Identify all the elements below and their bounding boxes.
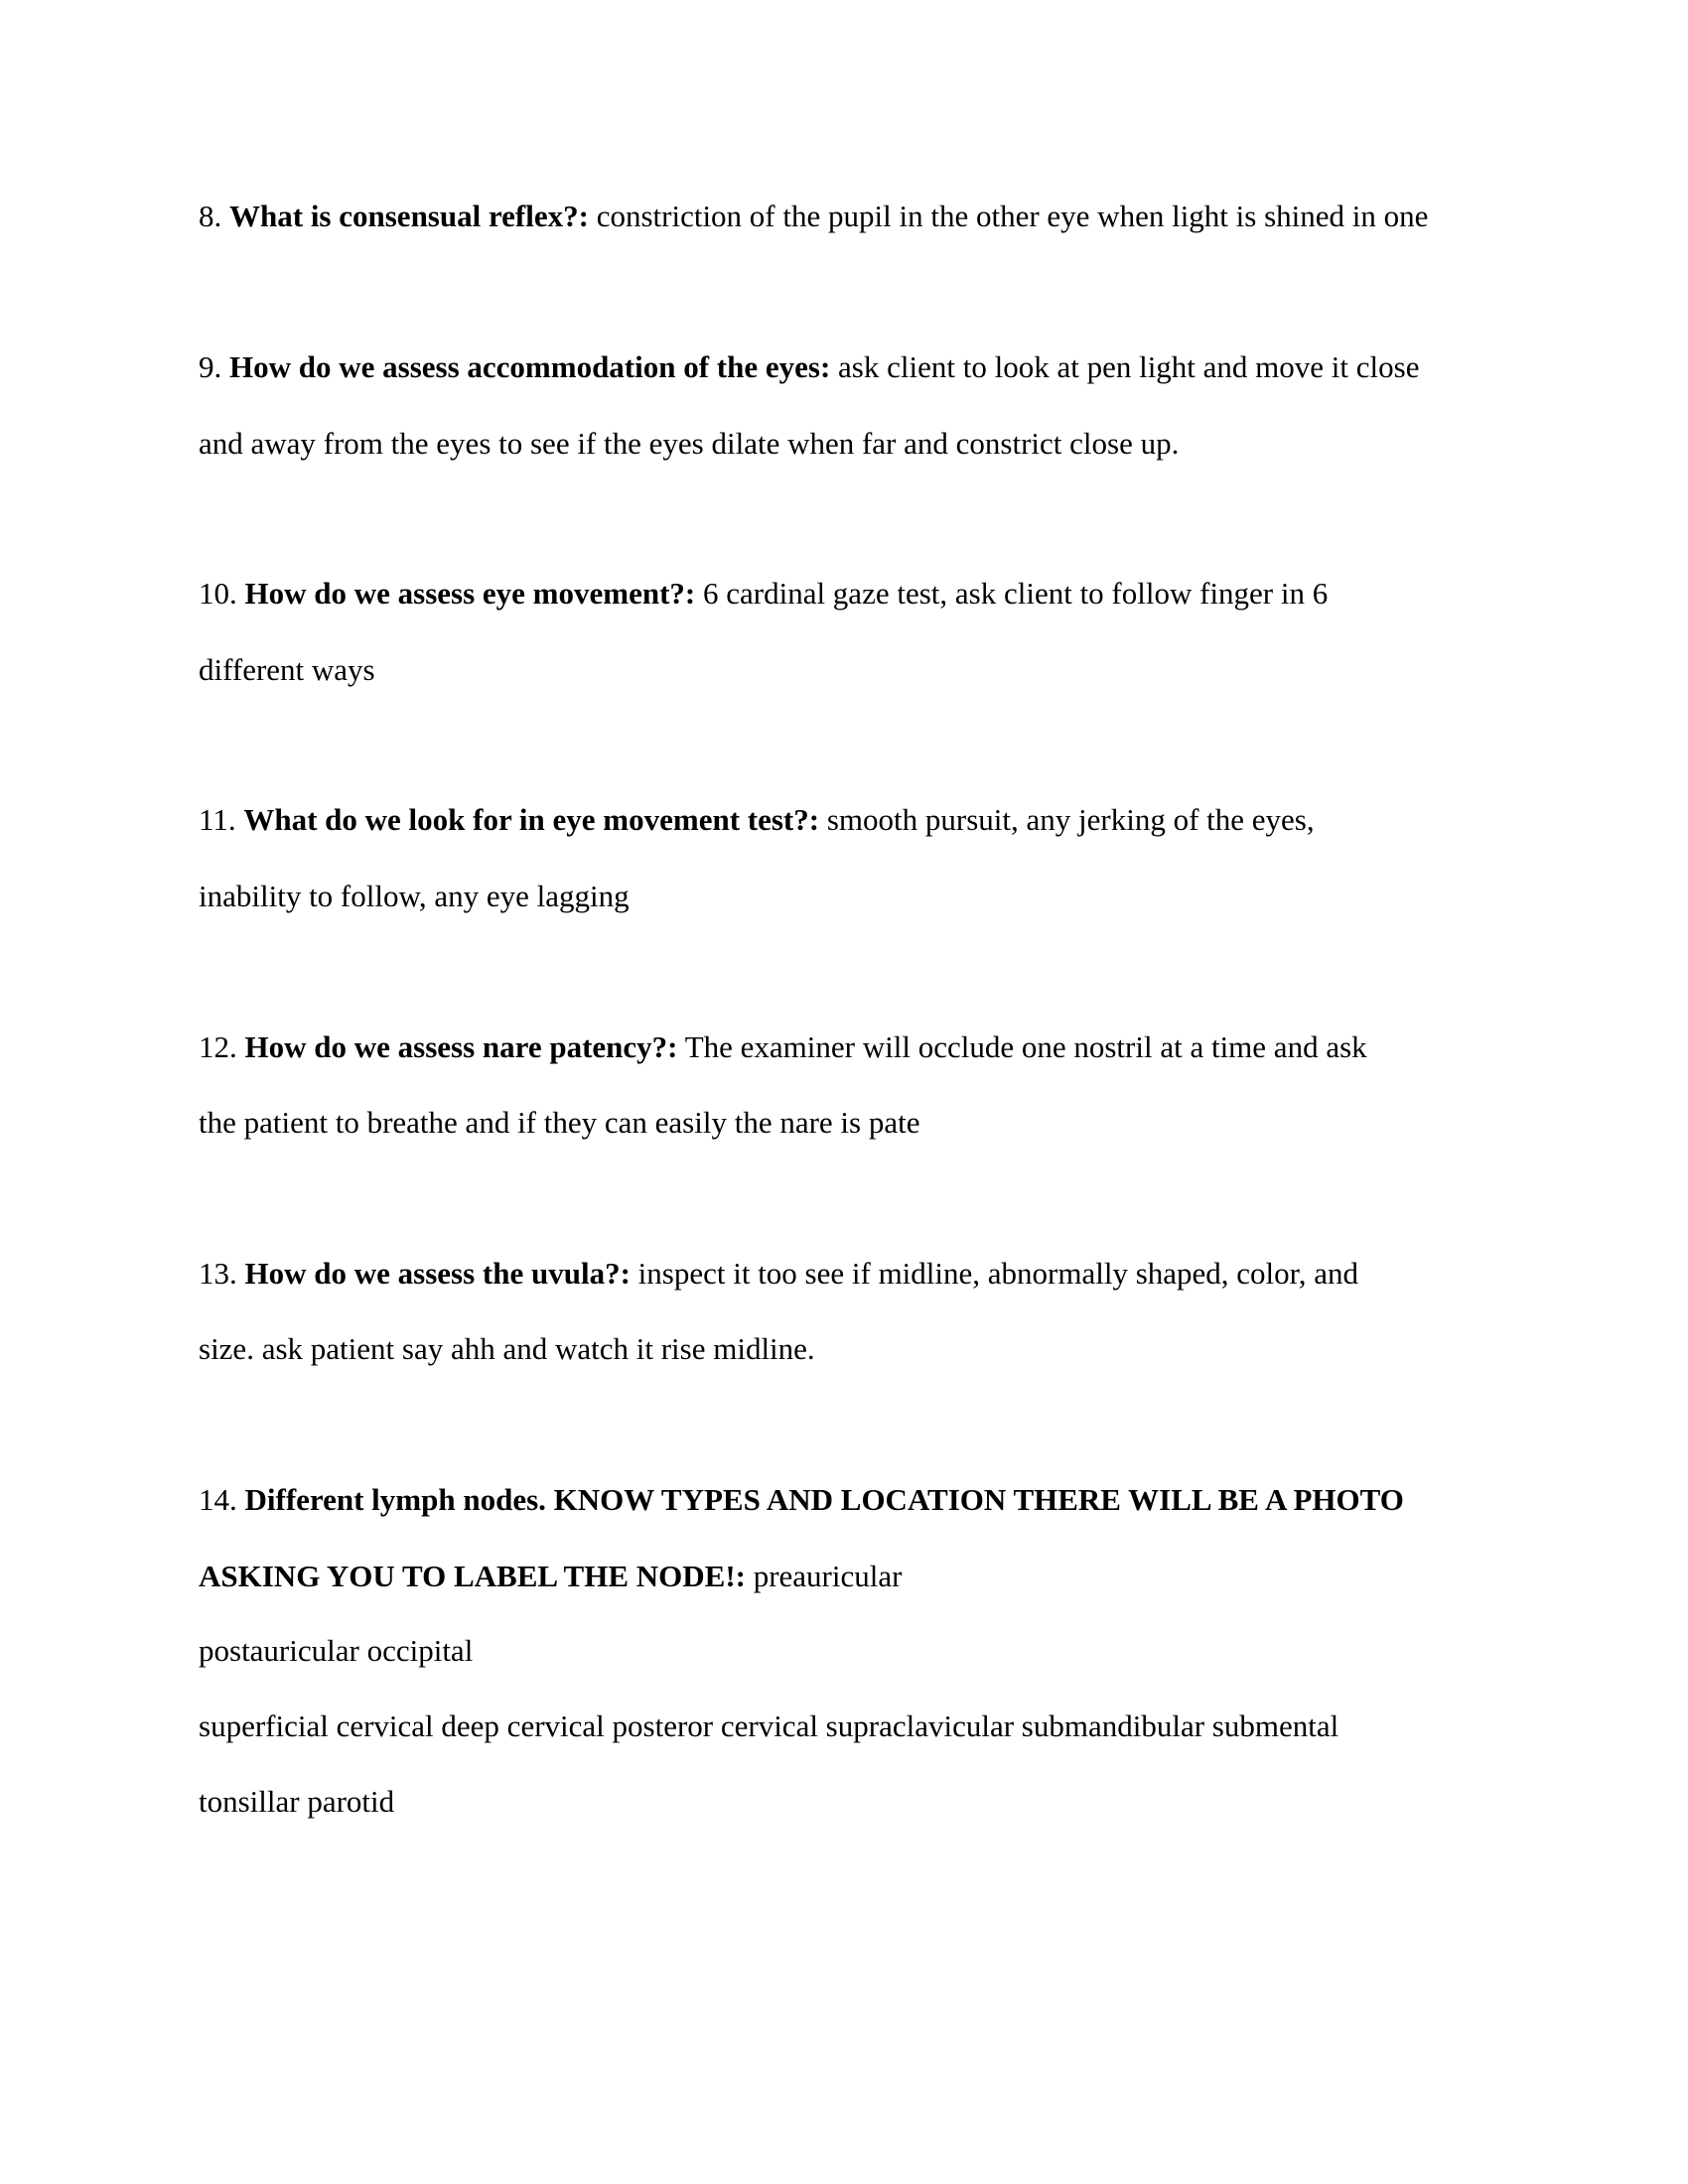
item-number: 8.: [199, 199, 222, 233]
item-14-line-4: [199, 1706, 1338, 1746]
item-number: 10.: [199, 576, 237, 611]
answer-text: inability to follow, any eye lagging: [199, 879, 630, 913]
question-text: What do we look for in eye movement test?:: [243, 802, 820, 837]
answer-text: 6 cardinal gaze test, ask client to follow finger in 6: [702, 576, 1329, 611]
item-14-line-5: [199, 1782, 394, 1822]
item-8-line-1: [199, 197, 1428, 236]
answer-text: size. ask patient say ahh and watch it rise midline.: [199, 1331, 815, 1366]
item-number: 13.: [199, 1256, 237, 1291]
item-13-line-2: [199, 1329, 815, 1369]
item-14-line-1: [199, 1480, 1404, 1520]
item-11-line-1: [199, 800, 1315, 840]
item-12-line-1: [199, 1027, 1367, 1067]
item-10-line-1: [199, 574, 1328, 614]
answer-text: smooth pursuit, any jerking of the eyes,: [826, 802, 1315, 837]
answer-text: inspect it too see if midline, abnormally shaped, color, and: [637, 1256, 1359, 1291]
answer-text: tonsillar parotid: [199, 1784, 395, 1819]
item-14-line-3: [199, 1631, 473, 1671]
item-11-line-2: [199, 877, 630, 916]
answer-text: ask client to look at pen light and move it close: [838, 349, 1420, 384]
answer-text: the patient to breathe and if they can easily the nare is pate: [199, 1105, 920, 1140]
question-text: How do we assess eye movement?:: [244, 576, 696, 611]
item-10-line-2: [199, 650, 375, 690]
item-number: 11.: [199, 802, 236, 837]
item-number: 14.: [199, 1482, 237, 1517]
answer-text: different ways: [199, 652, 375, 687]
item-number: 12.: [199, 1029, 237, 1064]
item-14-line-2: [199, 1557, 902, 1596]
item-12-line-2: [199, 1103, 919, 1143]
item-9-line-1: [199, 347, 1419, 387]
answer-text: postauricular occipital: [199, 1633, 474, 1668]
answer-text: and away from the eyes to see if the eyes dilate when far and constrict close up.: [199, 426, 1180, 461]
answer-text: superficial cervical deep cervical posteror cervical supraclavicular submandibular submental: [199, 1708, 1339, 1743]
question-text: What is consensual reflex?:: [229, 199, 589, 233]
answer-text: constriction of the pupil in the other eye when light is shined in one: [596, 199, 1429, 233]
question-text: ASKING YOU TO LABEL THE NODE!:: [199, 1559, 746, 1593]
question-text: Different lymph nodes. KNOW TYPES AND LOCATION THERE WILL BE A PHOTO: [244, 1482, 1404, 1517]
answer-text: preauricular: [753, 1559, 903, 1593]
answer-text: The examiner will occlude one nostril at a time and ask: [684, 1029, 1367, 1064]
question-text: How do we assess nare patency?:: [244, 1029, 678, 1064]
question-text: How do we assess accommodation of the eyes:: [229, 349, 831, 384]
item-number: 9.: [199, 349, 222, 384]
item-9-line-2: [199, 424, 1179, 464]
item-13-line-1: [199, 1254, 1358, 1294]
question-text: How do we assess the uvula?:: [244, 1256, 631, 1291]
